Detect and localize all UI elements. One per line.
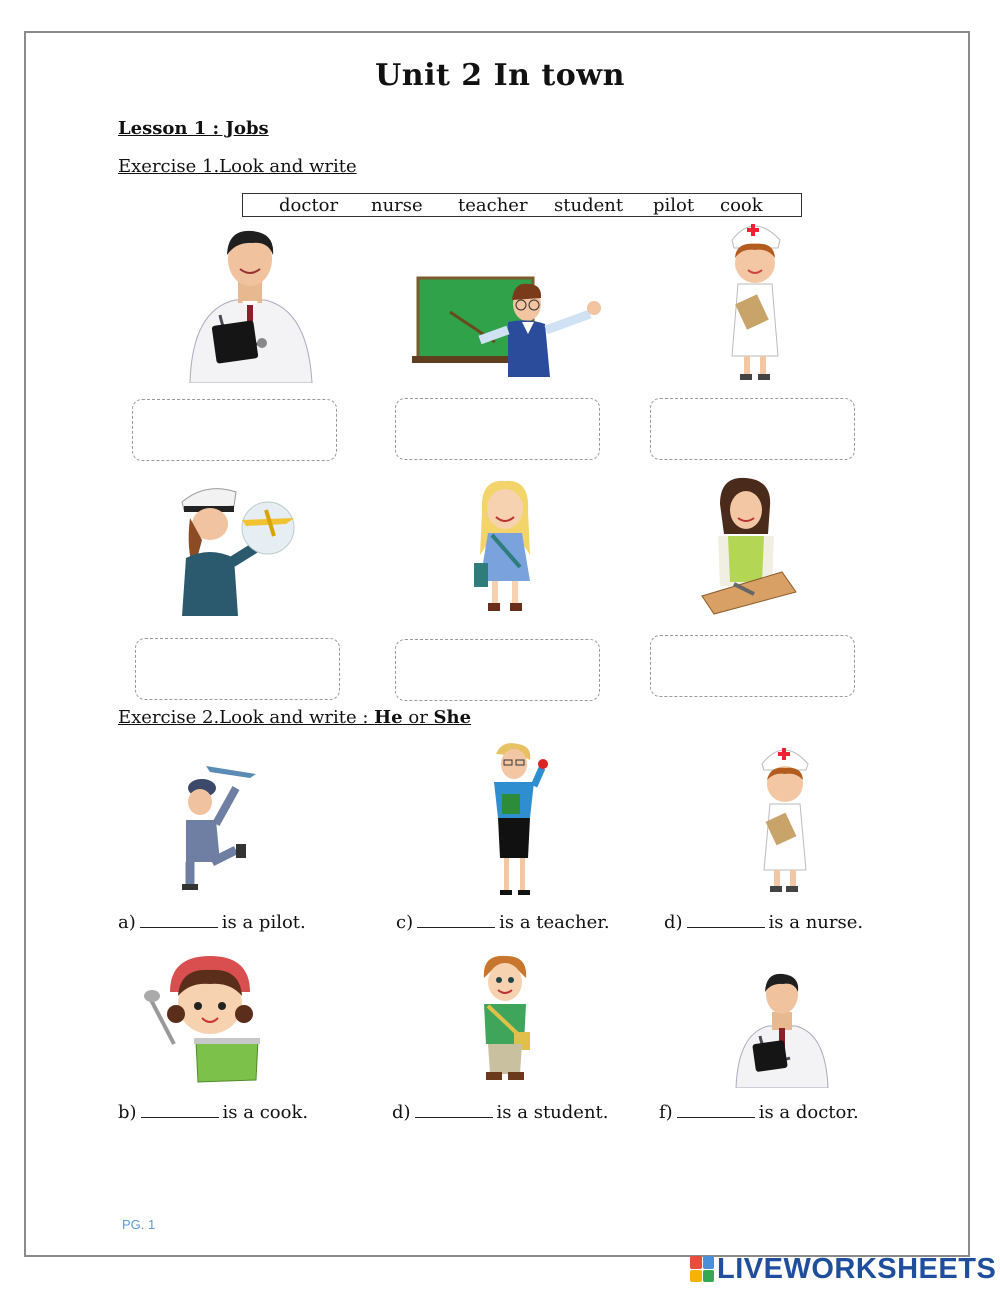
page-title: Unit 2 In town <box>375 58 625 93</box>
sentence-c <box>396 912 610 933</box>
exercise-2-he: He <box>374 707 403 728</box>
page-number: PG. 1 <box>122 1217 156 1232</box>
answer-blank[interactable] <box>140 913 218 928</box>
teacher-woman-illustration <box>482 742 552 898</box>
sentence-label: a) <box>118 912 136 933</box>
cook-girl-illustration <box>140 952 280 1086</box>
word-bank-item: cook <box>720 195 763 216</box>
exercise-2-title: Exercise 2.Look and write : <box>118 707 375 728</box>
exercise-2-she: She <box>433 707 472 728</box>
student-boy-illustration <box>470 952 540 1086</box>
word-bank <box>242 193 802 217</box>
logo-text: LIVEWORKSHEETS <box>717 1252 997 1285</box>
logo-icon <box>690 1256 714 1282</box>
sentence-text: is a nurse. <box>768 912 864 933</box>
word-bank-item: nurse <box>371 195 423 216</box>
word-bank-item: pilot <box>653 195 695 216</box>
sentence-text: is a cook. <box>222 1102 309 1123</box>
word-bank-item: doctor <box>279 195 339 216</box>
sentence-text: is a teacher. <box>499 912 610 933</box>
nurse-illustration <box>718 218 790 384</box>
nurse-illustration-2 <box>752 742 816 896</box>
answer-box-1[interactable] <box>132 399 337 461</box>
sentence-f <box>659 1102 859 1123</box>
teacher-at-board-illustration <box>410 272 610 384</box>
answer-box-4[interactable] <box>135 638 340 700</box>
doctor-illustration <box>180 225 320 383</box>
doctor-illustration-2 <box>732 970 832 1088</box>
exercise-1-heading <box>118 156 357 177</box>
exercise-1-title: Exercise 1.Look and write <box>118 156 357 177</box>
answer-box-5[interactable] <box>395 639 600 701</box>
sentence-b <box>118 1102 308 1123</box>
exercise-2-heading <box>118 707 471 728</box>
answer-blank[interactable] <box>415 1103 493 1118</box>
word-bank-item: teacher <box>458 195 528 216</box>
answer-blank[interactable] <box>417 913 495 928</box>
answer-blank[interactable] <box>677 1103 755 1118</box>
liveworksheets-logo[interactable] <box>690 1253 996 1285</box>
exercise-2-or: or <box>402 707 434 728</box>
word-bank-item: student <box>554 195 624 216</box>
sentence-text: is a doctor. <box>758 1102 859 1123</box>
sentence-a <box>118 912 306 933</box>
pilot-man-illustration <box>176 758 258 893</box>
sentence-label: c) <box>396 912 414 933</box>
pilot-woman-illustration <box>176 480 300 616</box>
answer-box-6[interactable] <box>650 635 855 697</box>
lesson-heading: Lesson 1 : Jobs <box>118 118 269 139</box>
sentence-text: is a student. <box>496 1102 609 1123</box>
student-girl-illustration <box>470 477 540 615</box>
answer-box-3[interactable] <box>650 398 855 460</box>
sentence-label: d) <box>392 1102 411 1123</box>
sentence-label: b) <box>118 1102 137 1123</box>
sentence-text: is a pilot. <box>221 912 306 933</box>
sentence-d <box>664 912 863 933</box>
sentence-label: f) <box>659 1102 673 1123</box>
sentence-d-2 <box>392 1102 609 1123</box>
answer-box-2[interactable] <box>395 398 600 460</box>
answer-blank[interactable] <box>687 913 765 928</box>
sentence-label: d) <box>664 912 683 933</box>
answer-blank[interactable] <box>141 1103 219 1118</box>
cook-woman-illustration <box>698 474 798 616</box>
